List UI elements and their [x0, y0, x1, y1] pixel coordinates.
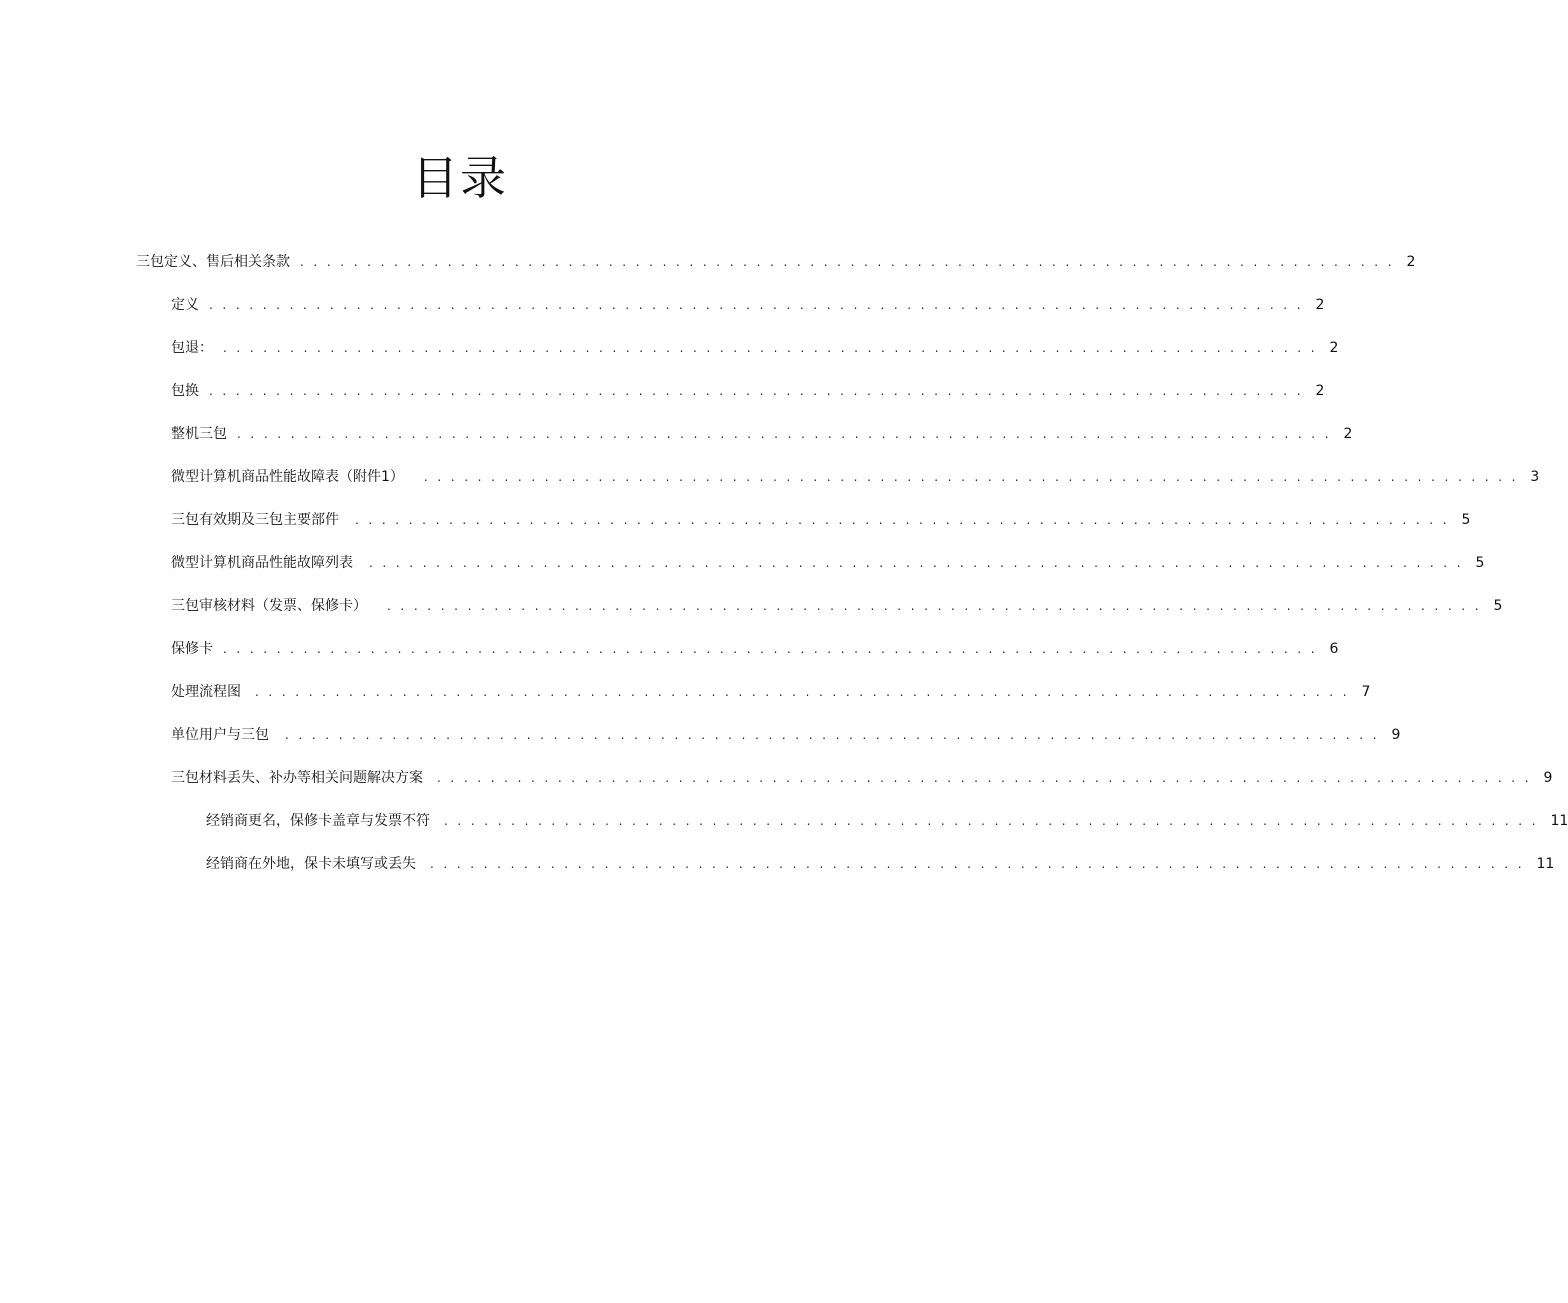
toc-leader-dots: . . . . . . . . . . . . . . . . . . . . . . . . . . . . . . . . . . . . . . . . . . . . . . . . . . . . . . . . . . . . . . . . . . . . . . . . . . . . . . . . . . [223, 642, 1318, 656]
toc-entry-page: 9 [1391, 727, 1401, 743]
toc-entry-label: 包退： [171, 340, 213, 356]
toc-entry[interactable] [171, 639, 1339, 659]
toc-entry-page: 6 [1329, 641, 1339, 657]
toc-entry[interactable] [171, 424, 1353, 444]
toc-leader-dots: . . . . . . . . . . . . . . . . . . . . . . . . . . . . . . . . . . . . . . . . . . . . . . . . . . . . . . . . . . . . . . . . . . . . . . . . . . . . . . . . . . [209, 384, 1304, 398]
toc-leader-dots: . . . . . . . . . . . . . . . . . . . . . . . . . . . . . . . . . . . . . . . . . . . . . . . . . . . . . . . . . . . . . . . . . . . . . . . . . . . . . . . . . . [300, 255, 1395, 269]
toc-entry-label: 定义 [171, 297, 199, 313]
toc-entry-page: 5 [1461, 512, 1471, 528]
toc-entry-label: 微型计算机商品性能故障表（附件 [171, 469, 381, 485]
toc-leader-dots: . . . . . . . . . . . . . . . . . . . . . . . . . . . . . . . . . . . . . . . . . . . . . . . . . . . . . . . . . . . . . . . . . . . . . . . . . . . . . . . . . . [423, 470, 1519, 484]
toc-entry[interactable] [171, 725, 1401, 745]
toc-entry-label: 整机三包 [171, 426, 227, 442]
toc-entry[interactable] [171, 381, 1325, 401]
toc-entry-page: 2 [1406, 254, 1416, 270]
toc-entry[interactable] [171, 467, 1540, 487]
toc-entry-page: 2 [1343, 426, 1353, 442]
toc-entry[interactable] [136, 252, 1416, 272]
toc-leader-dots: . . . . . . . . . . . . . . . . . . . . . . . . . . . . . . . . . . . . . . . . . . . . . . . . . . . . . . . . . . . . . . . . . . . . . . . . . . . . . . . . . . [237, 427, 1332, 441]
toc-leader-dots: . . . . . . . . . . . . . . . . . . . . . . . . . . . . . . . . . . . . . . . . . . . . . . . . . . . . . . . . . . . . . . . . . . . . . . . . . . . . . . . . . . [285, 728, 1380, 742]
toc-entry-page: 2 [1329, 340, 1339, 356]
toc-entry-label: 经销商更名，保修卡盖章与发票不符 [206, 813, 430, 829]
page-title: 目录 [412, 151, 508, 205]
toc-entry[interactable] [171, 768, 1553, 788]
toc-leader-dots: . . . . . . . . . . . . . . . . . . . . . . . . . . . . . . . . . . . . . . . . . . . . . . . . . . . . . . . . . . . . . . . . . . . . . . . . . . . . . . . . . . [387, 599, 1482, 613]
toc-entry[interactable] [171, 596, 1503, 616]
toc-entry-page: 11 [1550, 813, 1568, 829]
toc-entry-page: 3 [1530, 469, 1540, 485]
toc-entry-page: 11 [1536, 856, 1555, 872]
toc-leader-dots: . . . . . . . . . . . . . . . . . . . . . . . . . . . . . . . . . . . . . . . . . . . . . . . . . . . . . . . . . . . . . . . . . . . . . . . . . . . . . . . . . . [223, 341, 1318, 355]
toc-entry-page: 9 [1543, 770, 1553, 786]
toc-entry-label: 三包审核材料（发票、保修卡） [171, 598, 367, 614]
toc-entry-label: 单位用户与三包 [171, 727, 269, 743]
toc-entry-label: 三包定义、售后相关条款 [136, 254, 290, 270]
toc-entry[interactable] [171, 295, 1325, 315]
toc-entry-page: 5 [1493, 598, 1503, 614]
toc-leader-dots: . . . . . . . . . . . . . . . . . . . . . . . . . . . . . . . . . . . . . . . . . . . . . . . . . . . . . . . . . . . . . . . . . . . . . . . . . . . . . . . . . . [209, 298, 1304, 312]
toc-entry[interactable] [171, 338, 1339, 358]
toc-entry[interactable] [171, 553, 1485, 573]
toc-entry-page: 5 [1475, 555, 1485, 571]
toc-leader-dots: . . . . . . . . . . . . . . . . . . . . . . . . . . . . . . . . . . . . . . . . . . . . . . . . . . . . . . . . . . . . . . . . . . . . . . . . . . . . . . . . . . [430, 857, 1525, 871]
toc-entry-label: 经销商在外地，保卡未填写或丢失 [206, 856, 416, 872]
toc-entry-label: 保修卡 [171, 641, 213, 657]
toc-leader-dots: . . . . . . . . . . . . . . . . . . . . . . . . . . . . . . . . . . . . . . . . . . . . . . . . . . . . . . . . . . . . . . . . . . . . . . . . . . . . . . . . . . [369, 556, 1464, 570]
toc-entry[interactable] [171, 682, 1371, 702]
toc-entry-page: 7 [1361, 684, 1371, 700]
toc-entry-page: 2 [1315, 297, 1325, 313]
toc-entry-label: 微型计算机商品性能故障列表 [171, 555, 353, 571]
toc-leader-dots: . . . . . . . . . . . . . . . . . . . . . . . . . . . . . . . . . . . . . . . . . . . . . . . . . . . . . . . . . . . . . . . . . . . . . . . . . . . . . . . . . . [255, 685, 1350, 699]
toc-entry-label-suffix: 1） [381, 469, 404, 485]
toc-entry-page: 2 [1315, 383, 1325, 399]
toc-entry-label: 包换 [171, 383, 199, 399]
toc-entry[interactable] [171, 510, 1471, 530]
toc-entry-label: 三包有效期及三包主要部件 [171, 512, 339, 528]
toc-entry[interactable] [206, 854, 1555, 874]
toc-leader-dots: . . . . . . . . . . . . . . . . . . . . . . . . . . . . . . . . . . . . . . . . . . . . . . . . . . . . . . . . . . . . . . . . . . . . . . . . . . . . . . . . . . [444, 814, 1539, 828]
toc-entry-label: 三包材料丢失、补办等相关问题解决方案 [171, 770, 423, 786]
toc-entry[interactable] [206, 811, 1568, 831]
toc-leader-dots: . . . . . . . . . . . . . . . . . . . . . . . . . . . . . . . . . . . . . . . . . . . . . . . . . . . . . . . . . . . . . . . . . . . . . . . . . . . . . . . . . . [355, 513, 1450, 527]
toc-leader-dots: . . . . . . . . . . . . . . . . . . . . . . . . . . . . . . . . . . . . . . . . . . . . . . . . . . . . . . . . . . . . . . . . . . . . . . . . . . . . . . . . . . [437, 771, 1532, 785]
toc-entry-label: 处理流程图 [171, 684, 241, 700]
